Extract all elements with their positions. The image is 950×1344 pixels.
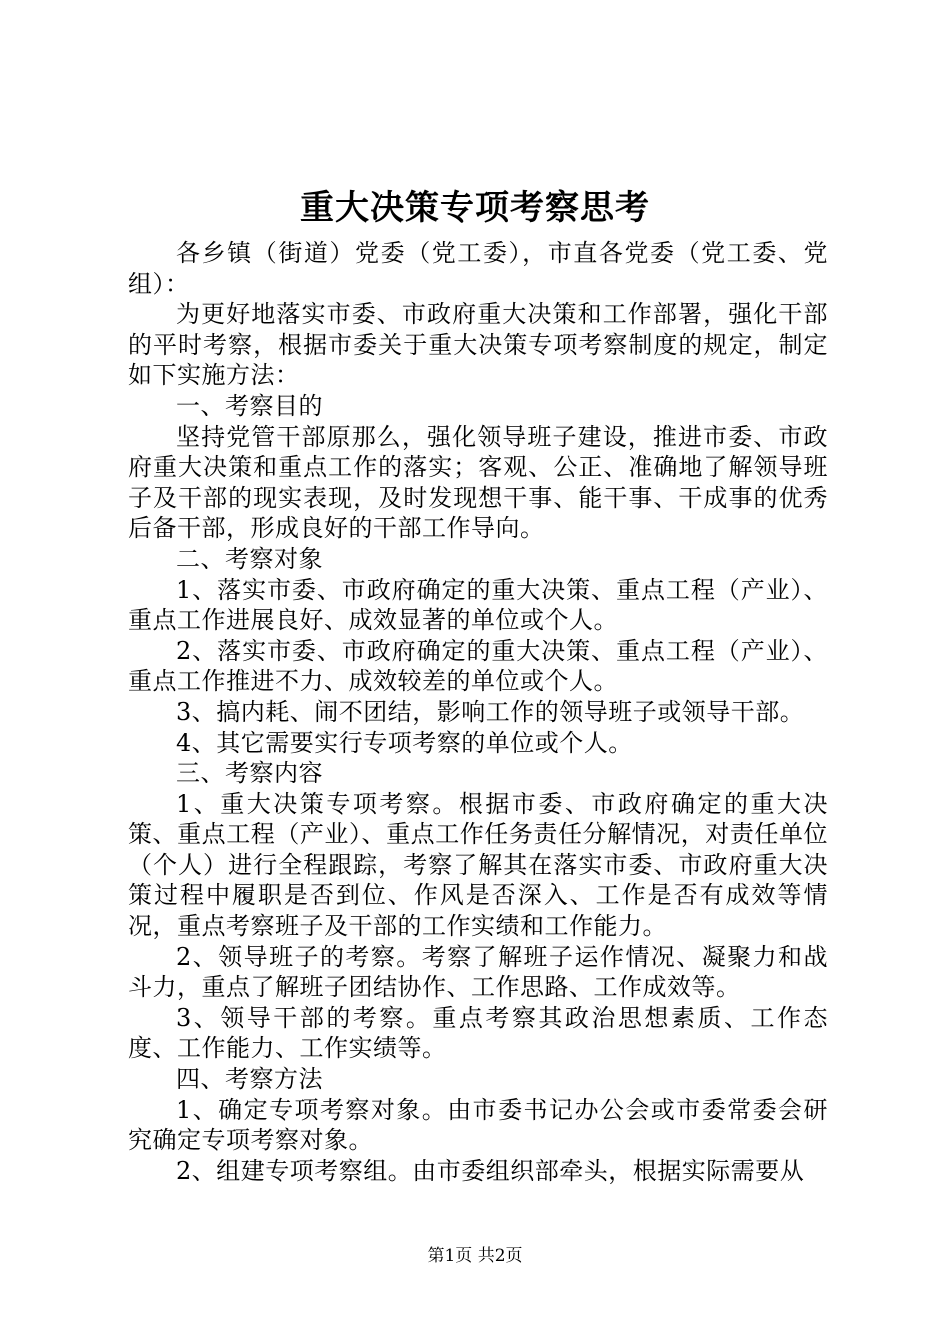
section-heading-purpose: 一、考察目的: [176, 391, 323, 420]
section-heading-method: 四、考察方法: [176, 1065, 323, 1094]
page-footer: 第1页 共2页: [427, 1246, 523, 1266]
paragraph-method-2: 2、组建专项考察组。由市委组织部牵头，根据实际需要从: [176, 1156, 805, 1185]
paragraph-target-2: 2、落实市委、市政府确定的重大决策、重点工程（产业）、重点工作推进不力、成效较差的单位或个人。: [128, 636, 828, 696]
paragraph-target-4: 4、其它需要实行专项考察的单位或个人。: [176, 728, 633, 757]
paragraph-purpose: 坚持党管干部原那么，强化领导班子建设，推进市委、市政府重大决策和重点工作的落实；客观、公正、准确地了解领导班子及干部的现实表现，及时发现想干事、能干事、干成事的优秀后备干部，形成良好的干部工作导向。: [128, 422, 828, 543]
paragraph-content-3: 3、领导干部的考察。重点考察其政治思想素质、工作态度、工作能力、工作实绩等。: [128, 1003, 828, 1063]
paragraph-content-2: 2、领导班子的考察。考察了解班子运作情况、凝聚力和战斗力，重点了解班子团结协作、工作思路、工作成效等。: [128, 942, 828, 1002]
paragraph-method-1: 1、确定专项考察对象。由市委书记办公会或市委常委会研究确定专项考察对象。: [128, 1095, 828, 1155]
section-heading-targets: 二、考察对象: [176, 544, 323, 573]
paragraph-content-1: 1、重大决策专项考察。根据市委、市政府确定的重大决策、重点工程（产业）、重点工作任务责任分解情况，对责任单位（个人）进行全程跟踪，考察了解其在落实市委、市政府重大决策过程中履职是否到位、作风是否深入、工作是否有成效等情况，重点考察班子及干部的工作实绩和工作能力。: [128, 789, 828, 941]
paragraph-salutation: 各乡镇（街道）党委（党工委），市直各党委（党工委、党组）：: [128, 239, 828, 298]
document-title: 重大决策专项考察思考: [300, 188, 650, 228]
paragraph-target-3: 3、搞内耗、闹不团结，影响工作的领导班子或领导干部。: [176, 697, 805, 726]
document-body: [128, 238, 828, 1186]
section-heading-content: 三、考察内容: [176, 759, 323, 788]
paragraph-target-1: 1、落实市委、市政府确定的重大决策、重点工程（产业）、重点工作进展良好、成效显著的单位或个人。: [128, 575, 828, 635]
paragraph-intro: 为更好地落实市委、市政府重大决策和工作部署，强化干部的平时考察，根据市委关于重大决策专项考察制度的规定，制定如下实施方法：: [128, 300, 828, 390]
